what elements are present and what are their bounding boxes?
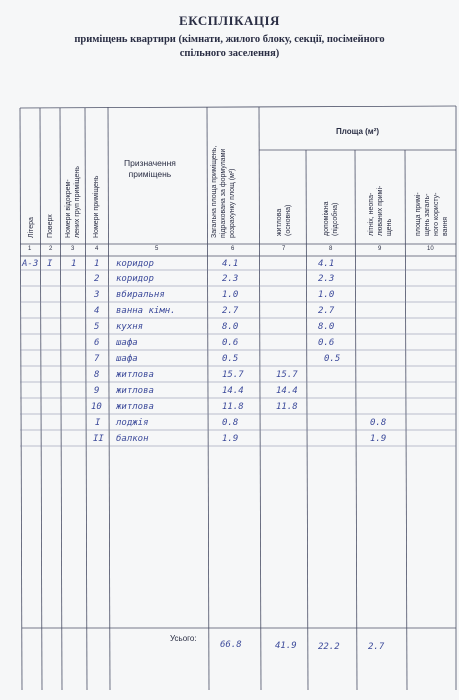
cell-room-number: 9: [94, 386, 100, 396]
cell-living: 14.4: [276, 386, 298, 396]
cell-room-number: 8: [94, 370, 100, 380]
cell-room-number: 1: [94, 259, 100, 269]
col-aux-header: допоміжна (підсобна): [323, 201, 339, 236]
document-subtitle-line-2: спільного заселення): [179, 48, 280, 59]
col-number: 4: [95, 246, 99, 252]
cell-group: 1: [71, 259, 77, 269]
col-summer-header: літніх, неопа- люваних примі- щень: [368, 185, 393, 236]
col-living-header: житлова (основна): [276, 204, 292, 236]
col-litera-header: Літера: [28, 217, 35, 238]
col-total-area-header: Загальна площа приміщень, підрахована за формулами розрахунку площ (м²): [211, 145, 236, 238]
col-number: 9: [378, 246, 382, 252]
total-aux-value: 22.2: [318, 642, 340, 652]
cell-total: 2.7: [222, 306, 239, 316]
cell-room-number: ІІ: [93, 434, 104, 444]
document-subtitle-line-1: приміщень квартири (кімнати, жилого блоку, секції, посімейного: [74, 34, 385, 45]
total-area-value: 66.8: [220, 640, 242, 650]
cell-total: 0.6: [222, 338, 239, 348]
col-number: 10: [427, 246, 434, 252]
cell-room-number: І: [95, 418, 101, 428]
col-common-header: площа примі- щень загаль- ного користу- вання: [415, 192, 449, 236]
col-floor-header: Поверх: [47, 214, 54, 238]
cell-purpose: коридор: [116, 274, 154, 284]
cell-room-number: 2: [94, 274, 100, 284]
cell-room-number: 6: [94, 338, 100, 348]
col-number: 7: [282, 246, 286, 252]
cell-aux: 4.1: [318, 259, 335, 269]
col-number: 8: [329, 246, 333, 252]
cell-purpose: балкон: [116, 434, 149, 444]
cell-total: 0.8: [222, 418, 239, 428]
col-number: 5: [155, 246, 159, 252]
cell-purpose: ванна кімн.: [116, 306, 176, 316]
cell-total: 14.4: [222, 386, 244, 396]
cell-room-number: 10: [91, 402, 102, 412]
cell-total: 0.5: [222, 354, 239, 364]
total-summer-value: 2.7: [368, 642, 385, 652]
cell-summer: 0.8: [370, 418, 387, 428]
cell-aux: 8.0: [318, 322, 335, 332]
cell-total: 8.0: [222, 322, 239, 332]
cell-total: 1.9: [222, 434, 239, 444]
cell-room-number: 4: [94, 306, 100, 316]
cell-total: 1.0: [222, 290, 239, 300]
cell-purpose: шафа: [116, 338, 138, 348]
cell-purpose: лоджія: [116, 418, 149, 428]
document-title: ЕКСПЛІКАЦІЯ: [179, 13, 280, 28]
cell-purpose: житлова: [116, 386, 154, 396]
cell-purpose: кухня: [116, 322, 144, 332]
cell-purpose: вбиральня: [116, 290, 165, 300]
cell-room-number: 3: [94, 290, 100, 300]
area-group-header: Площа (м²): [336, 127, 380, 136]
col-room-number-header: Номери приміщень: [93, 175, 100, 238]
cell-total: 11.8: [222, 402, 244, 412]
cell-purpose: шафа: [116, 354, 138, 364]
cell-total: 4.1: [222, 259, 239, 269]
cell-purpose: коридор: [116, 259, 154, 269]
cell-living: 11.8: [276, 402, 298, 412]
cell-aux: 2.3: [318, 274, 335, 284]
cell-aux: 1.0: [318, 290, 335, 300]
col-number: 3: [71, 246, 75, 252]
col-purpose-header: Призначення приміщень: [124, 158, 176, 179]
cell-living: 15.7: [276, 370, 298, 380]
col-number: 6: [231, 246, 235, 252]
cell-aux: 2.7: [318, 306, 335, 316]
cell-purpose: житлова: [116, 370, 154, 380]
cell-summer: 1.9: [370, 434, 387, 444]
col-number: 2: [49, 246, 53, 252]
cell-aux: 0.5: [324, 354, 341, 364]
totals-label: Усього:: [170, 634, 197, 643]
col-group-header: Номери відокрем- лених груп приміщень: [65, 166, 81, 238]
cell-room-number: 5: [94, 322, 100, 332]
cell-litera: А-3: [22, 259, 39, 269]
cell-total: 15.7: [222, 370, 244, 380]
cell-aux: 0.6: [318, 338, 335, 348]
col-number: 1: [28, 246, 32, 252]
cell-floor: І: [47, 259, 53, 269]
total-living-value: 41.9: [275, 641, 297, 651]
cell-room-number: 7: [94, 354, 100, 364]
cell-total: 2.3: [222, 274, 239, 284]
cell-purpose: житлова: [116, 402, 154, 412]
